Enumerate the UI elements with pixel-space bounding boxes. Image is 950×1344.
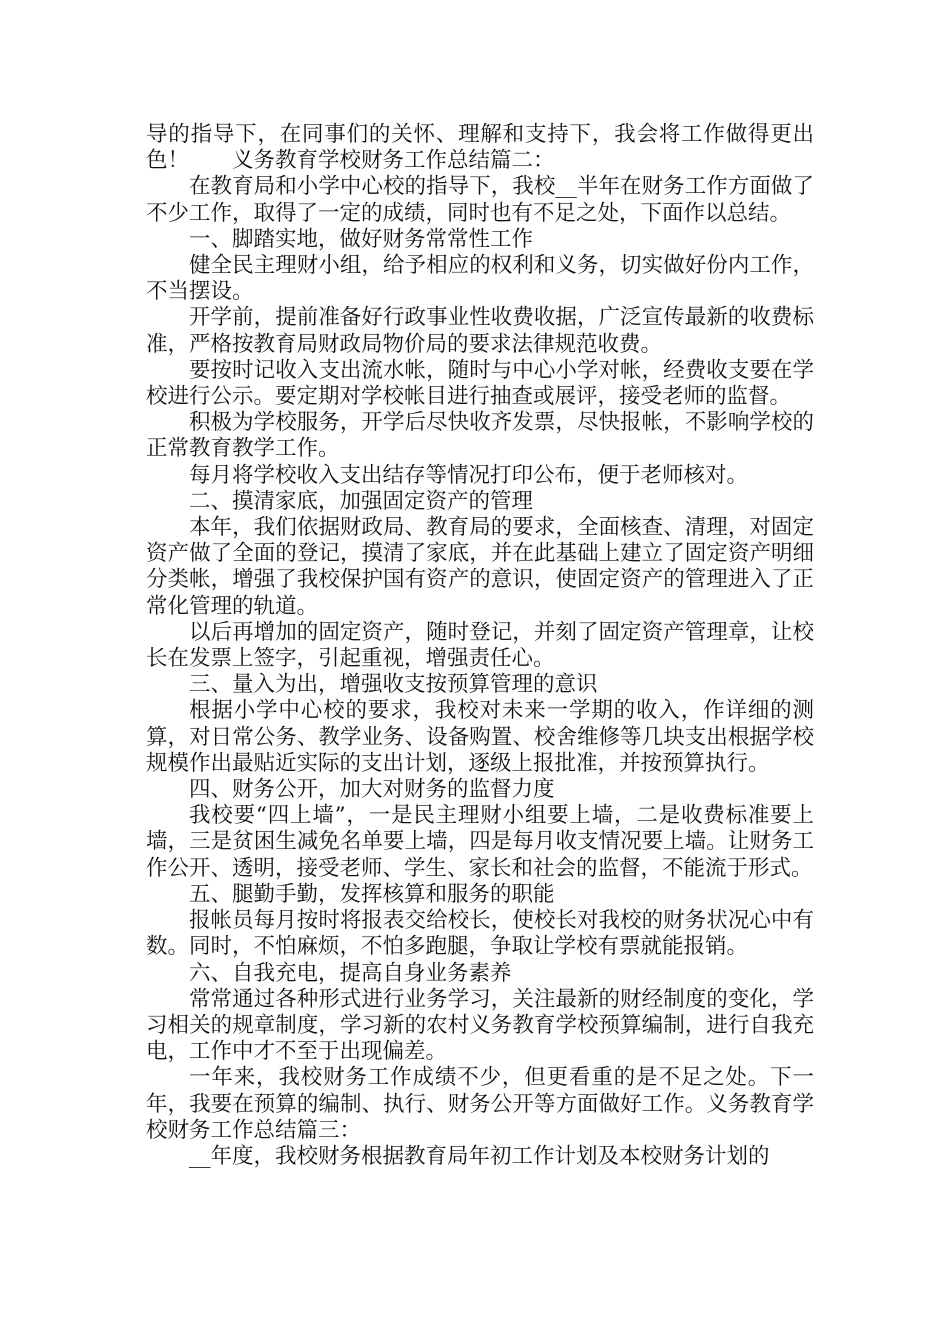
paragraph: 每月将学校收入支出结存等情况打印公布，便于老师核对。 xyxy=(189,462,749,488)
section-heading: 四、财务公开，加大对财务的监督力度 xyxy=(189,777,555,803)
paragraph: 以后再增加的固定资产，随时登记，并刻了固定资产管理章，让校长在发票上签字，引起重视，增强责任心。 xyxy=(146,619,814,672)
paragraph: 积极为学校服务，开学后尽快收齐发票，尽快报帐，不影响学校的正常教育教学工作。 xyxy=(146,410,814,462)
section-heading: 五、腿勤手勤，发挥核算和服务的职能 xyxy=(189,881,555,907)
section-heading: 三、量入为出，增强收支按预算管理的意识 xyxy=(189,672,598,698)
section-heading: 一、脚踏实地，做好财务常常性工作 xyxy=(189,226,534,252)
paragraph: 我校要“四上墙”，一是民主理财小组要上墙，二是收费标准要上墙，三是贫困生减免名单要上墙，四是每月收支情况要上墙。让财务工作公开、透明，接受老师、学生、家长和社会的监督，不能流于形式。 xyxy=(146,803,814,881)
paragraph: __年度，我校财务根据教育局年初工作计划及本校财务计划的 xyxy=(189,1143,770,1169)
paragraph: 要按时记收入支出流水帐，随时与中心小学对帐，经费收支要在学校进行公示。要定期对学校帐目进行抽查或展评，接受老师的监督。 xyxy=(146,357,814,410)
paragraph: 常常通过各种形式进行业务学习，关注最新的财经制度的变化，学习相关的规章制度，学习新的农村义务教育学校预算编制，进行自我充电，工作中才不至于出现偏差。 xyxy=(146,986,814,1065)
paragraph: 本年，我们依据财政局、教育局的要求，全面核查、清理，对固定资产做了全面的登记，摸清了家底，并在此基础上建立了固定资产明细分类帐，增强了我校保护国有资产的意识，使固定资产的管理进入了正常化管理的轨道。 xyxy=(146,515,814,619)
paragraph: 根据小学中心校的要求，我校对未来一学期的收入，作详细的测算，对日常公务、教学业务、设备购置、校舍维修等几块支出根据学校规模作出最贴近实际的支出计划，逐级上报批准，并按预算执行。 xyxy=(146,698,814,776)
paragraph: 报帐员每月按时将报表交给校长，使校长对我校的财务状况心中有数。同时，不怕麻烦，不怕多跑腿，争取让学校有票就能报销。 xyxy=(146,908,814,960)
paragraph: 在教育局和小学中心校的指导下，我校__半年在财务工作方面做了不少工作，取得了一定的成绩，同时也有不足之处，下面作以总结。 xyxy=(146,174,814,226)
paragraph: 导的指导下，在同事们的关怀、理解和支持下，我会将工作做得更出色！ 义务教育学校财务工作总结篇二： xyxy=(146,122,814,174)
document-page xyxy=(146,122,814,1170)
paragraph: 一年来，我校财务工作成绩不少，但更看重的是不足之处。下一年，我要在预算的编制、执行、财务公开等方面做好工作。义务教育学校财务工作总结篇三： xyxy=(146,1065,814,1143)
section-heading: 二、摸清家底，加强固定资产的管理 xyxy=(189,488,534,514)
paragraph: 开学前，提前准备好行政事业性收费收据，广泛宣传最新的收费标准，严格按教育局财政局物价局的要求法律规范收费。 xyxy=(146,305,814,357)
paragraph: 健全民主理财小组，给予相应的权利和义务，切实做好份内工作，不当摆设。 xyxy=(146,253,814,305)
section-heading: 六、自我充电，提高自身业务素养 xyxy=(189,960,512,986)
